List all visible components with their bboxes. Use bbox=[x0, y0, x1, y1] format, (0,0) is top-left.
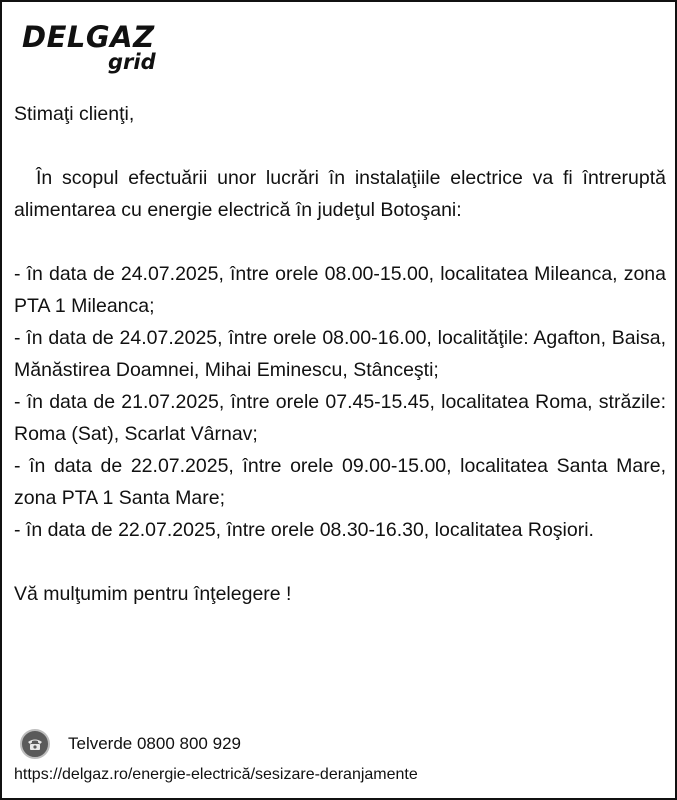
logo-subtitle: grid bbox=[108, 50, 156, 74]
phone-contact bbox=[20, 728, 241, 760]
logo-wordmark: DELGAZ bbox=[22, 20, 155, 54]
intro-paragraph: În scopul efectuării unor lucrări în instalaţiile electrice va fi întreruptă alimentarea cu energie electrică în judeţul Botoşani: bbox=[14, 167, 666, 221]
outage-item: - în data de 21.07.2025, între orele 07.45-15.45, localitatea Roma, străzile: Roma (Sat), Scarlat Vârnav; bbox=[14, 391, 666, 445]
outage-item: - în data de 22.07.2025, între orele 08.30-16.30, localitatea Roşiori. bbox=[14, 519, 594, 541]
delgaz-grid-logo bbox=[22, 20, 172, 76]
hotline-number[interactable]: Telverde 0800 800 929 bbox=[68, 734, 241, 753]
outage-item: - în data de 24.07.2025, între orele 08.00-16.00, localităţile: Agafton, Baisa, Mănăstirea Doamnei, Mihai Eminescu, Stânceşti; bbox=[14, 327, 666, 381]
outage-item: - în data de 22.07.2025, între orele 09.00-15.00, localitatea Santa Mare, zona PTA 1 Santa Mare; bbox=[14, 455, 666, 509]
notice-body bbox=[14, 98, 666, 610]
telephone-icon bbox=[20, 729, 50, 759]
thanks-line: Vă mulţumim pentru înţelegere ! bbox=[14, 583, 292, 605]
report-url[interactable]: https://delgaz.ro/energie-electrică/sesizare-deranjamente bbox=[14, 766, 418, 783]
greeting: Stimaţi clienţi, bbox=[14, 103, 135, 125]
outage-item: - în data de 24.07.2025, între orele 08.00-15.00, localitatea Mileanca, zona PTA 1 Mileanca; bbox=[14, 263, 666, 317]
